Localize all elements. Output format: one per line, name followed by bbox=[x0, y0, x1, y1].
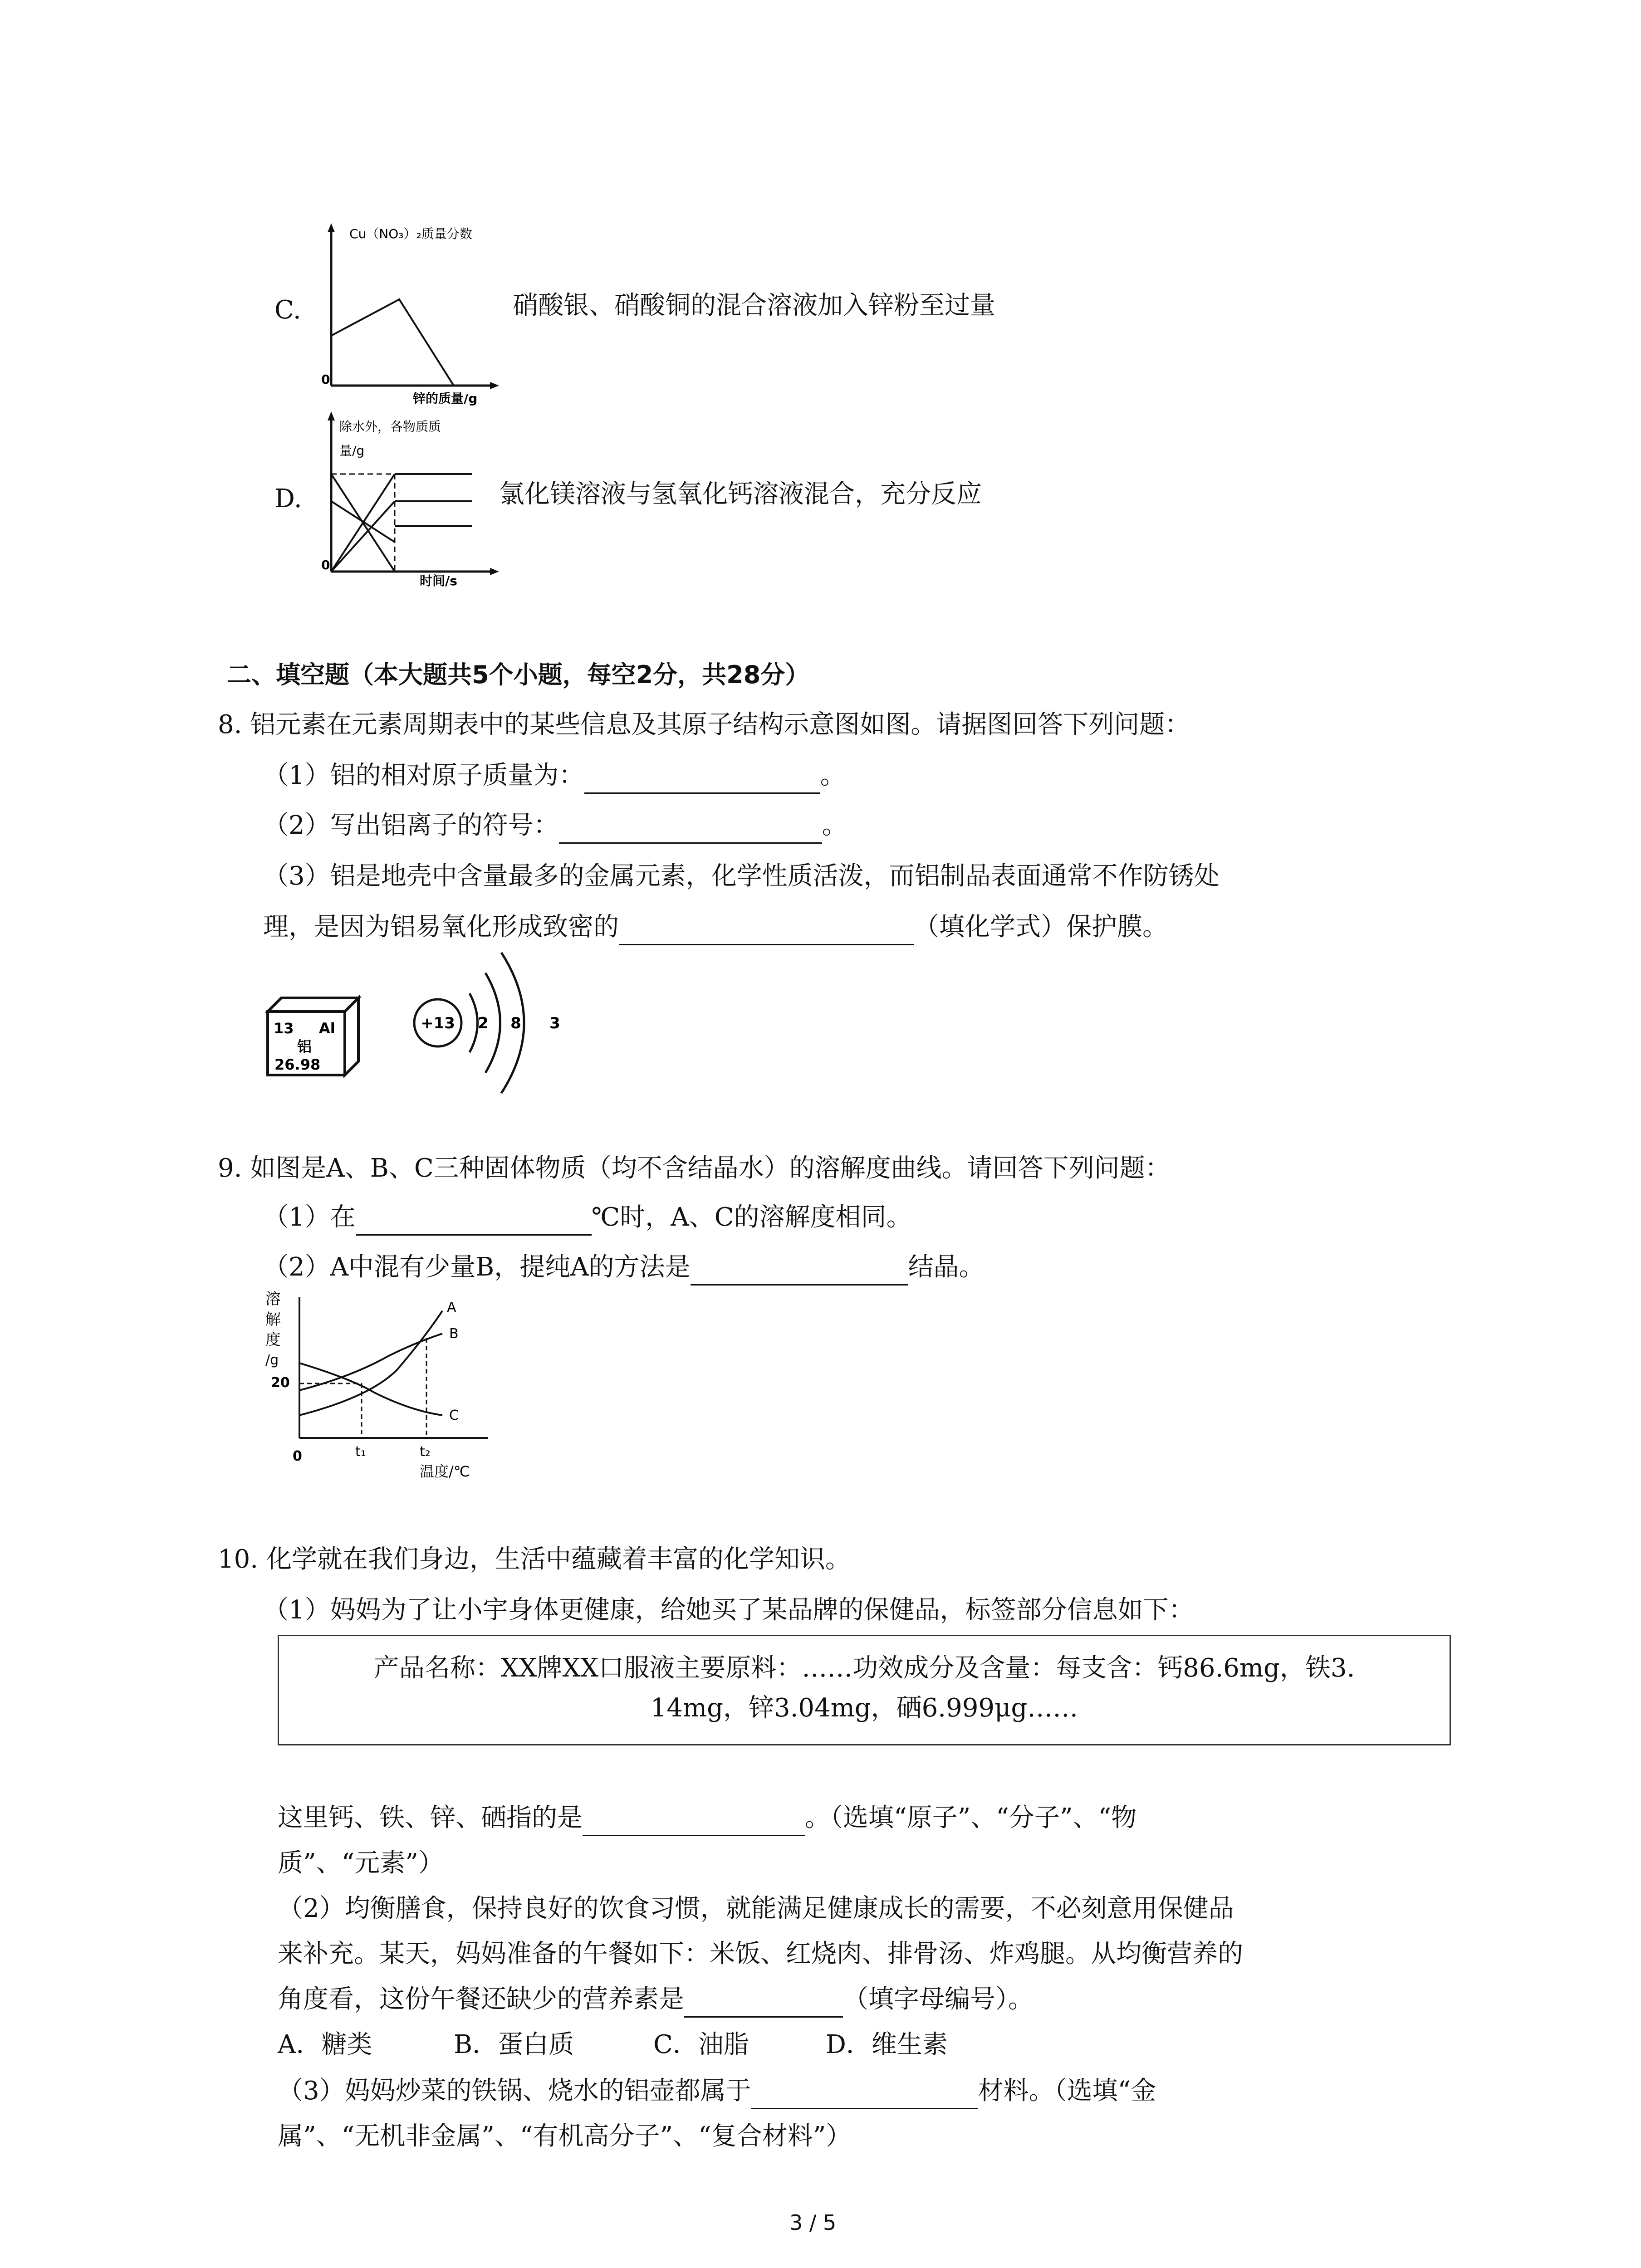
q9-stem: 9. 如图是A、B、C三种固体物质（均不含结晶水）的溶解度曲线。请回答下列问题： bbox=[218, 1154, 1171, 1183]
option-c-desc: 硝酸银、硝酸铜的混合溶液加入锌粉至过量 bbox=[513, 291, 995, 320]
y-label-3: 度 bbox=[265, 1331, 281, 1349]
q8-part2: （2）写出铝离子的符号： 。 bbox=[263, 807, 847, 844]
q10-blank-2[interactable] bbox=[684, 1991, 843, 2018]
curve-a-label: A bbox=[447, 1300, 456, 1315]
origin-label: 0 bbox=[293, 1448, 302, 1464]
q10-part2-line1: （2）均衡膳食，保持良好的饮食习惯，就能满足健康成长的需要，不必刻意用保健品 bbox=[278, 1894, 1234, 1923]
q8-stem: 8. 铝元素在元素周期表中的某些信息及其原子结构示意图如图。请据图回答下列问题： bbox=[218, 710, 1190, 739]
q8-part3-line1: （3）铝是地壳中含量最多的金属元素，化学性质活泼，而铝制品表面通常不作防锈处 bbox=[263, 861, 1220, 891]
q8-part3-line2: 理，是因为铝易氧化形成致密的 （填化学式）保护膜。 bbox=[263, 909, 1168, 945]
section-title: 二、填空题（本大题共5个小题，每空2分，共28分） bbox=[227, 660, 810, 689]
nucleus-charge: +13 bbox=[421, 1014, 455, 1032]
aluminum-element-tile bbox=[265, 993, 365, 1080]
shell-2-electrons: 8 bbox=[510, 1014, 521, 1032]
q10-option-b: B．蛋白质 bbox=[454, 2030, 574, 2059]
t2-label: t₂ bbox=[420, 1444, 431, 1460]
product-label-line1: 产品名称：XX牌XX口服液主要原料：……功效成分及含量：每支含：钙86.6mg，铁3. bbox=[373, 1653, 1355, 1683]
q9-blank-1[interactable] bbox=[356, 1209, 592, 1236]
q10-part1-question: 这里钙、铁、锌、硒指的是 。（选填“原子”、“分子”、“物 bbox=[278, 1800, 1136, 1836]
q10-part1-options: 质”、“元素”） bbox=[278, 1848, 444, 1878]
option-d-label: D. bbox=[274, 484, 302, 513]
q8-blank-1[interactable] bbox=[584, 767, 820, 794]
q8-blank-3[interactable] bbox=[619, 919, 914, 945]
q9-part1: （1）在 ℃时，A、C的溶解度相同。 bbox=[263, 1199, 912, 1236]
q10-option-c: C．油脂 bbox=[653, 2030, 749, 2059]
t1-label: t₁ bbox=[355, 1444, 366, 1460]
page-number: 3 / 5 bbox=[789, 2210, 837, 2235]
curve-b bbox=[299, 1334, 442, 1390]
element-mass: 26.98 bbox=[274, 1056, 321, 1073]
curve-b-label: B bbox=[449, 1326, 459, 1342]
option-c-xlabel: 锌的质量/g bbox=[413, 391, 478, 406]
q9-part2: （2）A中混有少量B，提纯A的方法是 结晶。 bbox=[263, 1249, 985, 1286]
product-label-box bbox=[278, 1635, 1451, 1745]
y-label-1: 溶 bbox=[265, 1290, 281, 1308]
solubility-graph bbox=[261, 1288, 515, 1488]
q10-option-d: D．维生素 bbox=[826, 2030, 948, 2059]
q10-blank-3[interactable] bbox=[751, 2082, 978, 2109]
curve-c-label: C bbox=[449, 1408, 459, 1423]
element-number: 13 bbox=[274, 1020, 294, 1037]
shell-1-electrons: 2 bbox=[478, 1014, 489, 1032]
x-axis-label: 温度/℃ bbox=[420, 1463, 470, 1480]
curve-a bbox=[299, 1311, 442, 1415]
q10-stem: 10. 化学就在我们身边，生活中蕴藏着丰富的化学知识。 bbox=[218, 1545, 851, 1574]
option-c-graph bbox=[313, 222, 504, 408]
q10-part2-line3: 角度看，这份午餐还缺少的营养素是 （填字母编号）。 bbox=[278, 1981, 1034, 2018]
option-c-label: C. bbox=[274, 295, 301, 325]
shell-3-electrons: 3 bbox=[549, 1014, 560, 1032]
option-d-xlabel: 时间/s bbox=[420, 573, 457, 587]
element-symbol: Al bbox=[319, 1020, 335, 1037]
option-d-ylabel-2: 量/g bbox=[339, 443, 365, 458]
y-label-2: 解 bbox=[265, 1310, 281, 1329]
q10-blank-1[interactable] bbox=[583, 1809, 805, 1836]
q9-blank-2[interactable] bbox=[691, 1259, 908, 1286]
q10-part3: （3）妈妈炒菜的铁锅、烧水的铝壶都属于 材料。（选填“金 bbox=[278, 2073, 1156, 2109]
y-label-4: /g bbox=[265, 1352, 279, 1368]
option-c-ylabel: Cu（NO₃）₂质量分数 bbox=[349, 226, 472, 241]
q10-part2-line2: 来补充。某天，妈妈准备的午餐如下：米饭、红烧肉、排骨汤、炸鸡腿。从均衡营养的 bbox=[278, 1939, 1243, 1969]
option-d-origin: 0 bbox=[321, 557, 330, 572]
q10-option-a: A．糖类 bbox=[278, 2030, 372, 2059]
q8-part1: （1）铝的相对原子质量为： 。 bbox=[263, 758, 846, 794]
option-d-ylabel-1: 除水外，各物质质 bbox=[339, 419, 441, 434]
option-d-graph bbox=[313, 411, 504, 587]
q10-part3-options: 属”、“无机非金属”、“有机高分子”、“复合材料”） bbox=[278, 2121, 852, 2151]
option-d-desc: 氯化镁溶液与氢氧化钙溶液混合，充分反应 bbox=[499, 479, 982, 509]
aluminum-atom-diagram bbox=[411, 939, 574, 1107]
y-tick-20: 20 bbox=[271, 1375, 290, 1391]
option-c-origin: 0 bbox=[321, 372, 330, 387]
q8-blank-2[interactable] bbox=[559, 817, 822, 844]
product-label-line2: 14mg，锌3.04mg，硒6.999μg…… bbox=[650, 1693, 1078, 1723]
q10-part1: （1）妈妈为了让小宇身体更健康，给她买了某品牌的保健品，标签部分信息如下： bbox=[263, 1595, 1194, 1625]
element-name: 铝 bbox=[297, 1038, 312, 1055]
